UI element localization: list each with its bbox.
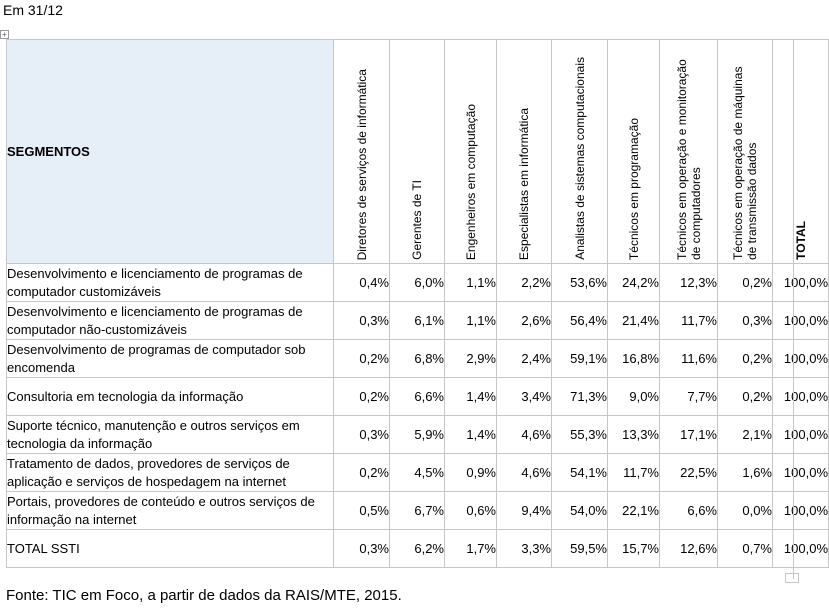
column-header-tecnicos-monitoracao: Técnicos em operação e monitoração de computadores — [660, 40, 718, 264]
value-cell: 2,9% — [445, 340, 497, 378]
value-cell: 0,5% — [334, 492, 390, 530]
value-cell: 0,0% — [718, 492, 773, 530]
value-cell: 0,3% — [334, 302, 390, 340]
value-cell: 0,2% — [334, 378, 390, 416]
value-cell: 3,4% — [497, 378, 552, 416]
table-row — [7, 302, 829, 340]
segments-table — [6, 39, 829, 568]
segment-cell: Desenvolvimento de programas de computador sob encomenda — [7, 340, 334, 378]
value-cell: 11,6% — [660, 340, 718, 378]
value-cell: 24,2% — [608, 264, 660, 302]
value-cell: 100,0% — [773, 492, 829, 530]
value-cell: 0,3% — [718, 302, 773, 340]
segment-cell: Portais, provedores de conteúdo e outros serviços de informação na internet — [7, 492, 334, 530]
table-row — [7, 416, 829, 454]
table-row — [7, 340, 829, 378]
value-cell: 100,0% — [773, 378, 829, 416]
table-caption: Em 31/12 — [3, 2, 63, 18]
column-header-engenheiros: Engenheiros em computação — [445, 40, 497, 264]
value-cell: 0,3% — [334, 530, 390, 568]
value-cell: 6,6% — [390, 378, 445, 416]
table-row — [7, 264, 829, 302]
table-row-total — [7, 530, 829, 568]
column-header-diretores: Diretores de serviços de informática — [334, 40, 390, 264]
value-cell: 9,0% — [608, 378, 660, 416]
value-cell: 21,4% — [608, 302, 660, 340]
value-cell: 22,5% — [660, 454, 718, 492]
value-cell: 4,5% — [390, 454, 445, 492]
value-cell: 0,9% — [445, 454, 497, 492]
value-cell: 1,4% — [445, 378, 497, 416]
value-cell: 59,5% — [552, 530, 608, 568]
value-cell: 55,3% — [552, 416, 608, 454]
value-cell: 53,6% — [552, 264, 608, 302]
value-cell: 0,4% — [334, 264, 390, 302]
value-cell: 4,6% — [497, 454, 552, 492]
value-cell: 0,2% — [334, 340, 390, 378]
source-note: Fonte: TIC em Foco, a partir de dados da RAIS/MTE, 2015. — [6, 587, 402, 604]
segment-cell: Consultoria em tecnologia da informação — [7, 378, 334, 416]
value-cell: 6,2% — [390, 530, 445, 568]
segment-cell: Desenvolvimento e licenciamento de programas de computador customizáveis — [7, 264, 334, 302]
value-cell: 12,3% — [660, 264, 718, 302]
value-cell: 17,1% — [660, 416, 718, 454]
column-header-tecnicos-programacao: Técnicos em programação — [608, 40, 660, 264]
value-cell: 9,4% — [497, 492, 552, 530]
value-cell: 2,1% — [718, 416, 773, 454]
value-cell: 0,2% — [334, 454, 390, 492]
value-cell: 2,6% — [497, 302, 552, 340]
value-cell: 71,3% — [552, 378, 608, 416]
value-cell: 11,7% — [660, 302, 718, 340]
value-cell: 100,0% — [773, 416, 829, 454]
table-right-edge — [793, 39, 801, 579]
value-cell: 54,0% — [552, 492, 608, 530]
value-cell: 13,3% — [608, 416, 660, 454]
value-cell: 100,0% — [773, 302, 829, 340]
value-cell: 100,0% — [773, 530, 829, 568]
value-cell: 0,3% — [334, 416, 390, 454]
value-cell: 56,4% — [552, 302, 608, 340]
segment-cell: Suporte técnico, manutenção e outros serviços em tecnologia da informação — [7, 416, 334, 454]
value-cell: 1,1% — [445, 264, 497, 302]
value-cell: 54,1% — [552, 454, 608, 492]
value-cell: 100,0% — [773, 340, 829, 378]
value-cell: 2,2% — [497, 264, 552, 302]
table-row — [7, 378, 829, 416]
column-header-tecnicos-transmissao: Técnicos em operação de máquinas de transmissão dados — [718, 40, 773, 264]
segment-cell: Desenvolvimento e licenciamento de programas de computador não-customizáveis — [7, 302, 334, 340]
value-cell: 6,6% — [660, 492, 718, 530]
value-cell: 4,6% — [497, 416, 552, 454]
value-cell: 3,3% — [497, 530, 552, 568]
segment-cell: Tratamento de dados, provedores de serviços de aplicação e serviços de hospedagem na internet — [7, 454, 334, 492]
table-row — [7, 492, 829, 530]
value-cell: 1,4% — [445, 416, 497, 454]
column-header-gerentes: Gerentes de TI — [390, 40, 445, 264]
value-cell: 11,7% — [608, 454, 660, 492]
value-cell: 6,7% — [390, 492, 445, 530]
value-cell: 0,2% — [718, 340, 773, 378]
column-header-total: TOTAL — [773, 40, 829, 264]
value-cell: 1,6% — [718, 454, 773, 492]
value-cell: 6,8% — [390, 340, 445, 378]
value-cell: 1,1% — [445, 302, 497, 340]
value-cell: 100,0% — [773, 264, 829, 302]
segments-header: SEGMENTOS — [7, 40, 334, 264]
value-cell: 0,6% — [445, 492, 497, 530]
value-cell: 7,7% — [660, 378, 718, 416]
header-row — [7, 40, 829, 264]
column-header-analistas: Analistas de sistemas computacionais — [552, 40, 608, 264]
value-cell: 1,7% — [445, 530, 497, 568]
value-cell: 5,9% — [390, 416, 445, 454]
value-cell: 0,2% — [718, 378, 773, 416]
value-cell: 22,1% — [608, 492, 660, 530]
table-move-handle-icon[interactable]: + — [0, 30, 9, 39]
value-cell: 2,4% — [497, 340, 552, 378]
value-cell: 6,0% — [390, 264, 445, 302]
value-cell: 0,7% — [718, 530, 773, 568]
table-resize-handle[interactable] — [785, 573, 799, 583]
value-cell: 16,8% — [608, 340, 660, 378]
value-cell: 15,7% — [608, 530, 660, 568]
column-header-especialistas: Especialistas em informática — [497, 40, 552, 264]
value-cell: 6,1% — [390, 302, 445, 340]
table-row — [7, 454, 829, 492]
value-cell: 12,6% — [660, 530, 718, 568]
value-cell: 59,1% — [552, 340, 608, 378]
value-cell: 0,2% — [718, 264, 773, 302]
segment-cell: TOTAL SSTI — [7, 530, 334, 568]
value-cell: 100,0% — [773, 454, 829, 492]
